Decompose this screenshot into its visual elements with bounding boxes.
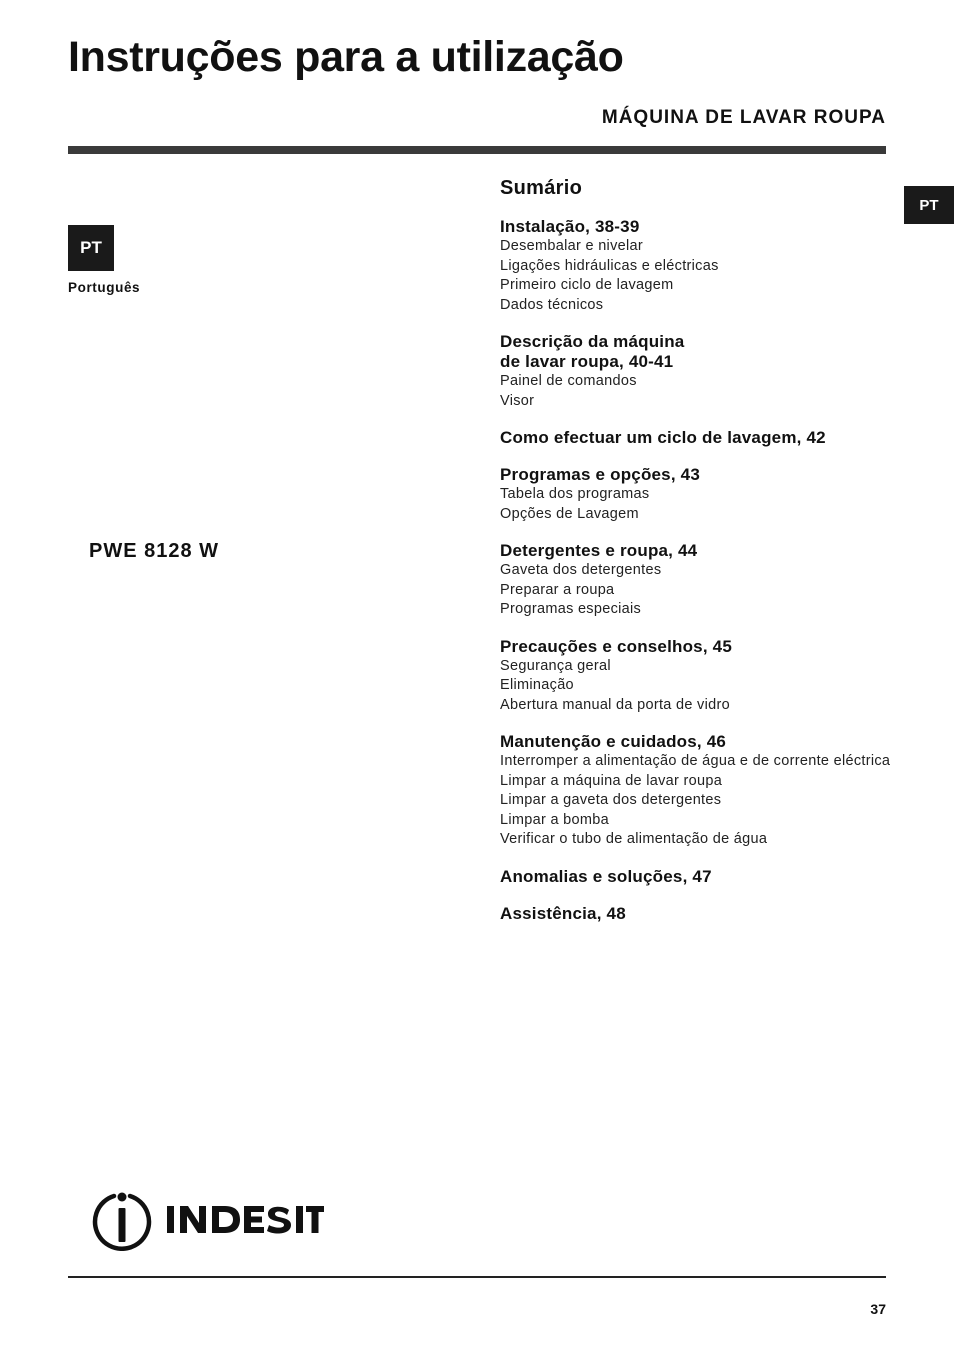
toc-subitem: Interromper a alimentação de água e de corrente eléctrica <box>500 753 891 769</box>
toc-section <box>500 541 900 620</box>
toc-subitem: Programas especiais <box>500 601 642 617</box>
header-divider <box>68 146 886 154</box>
toc-subitem: Visor <box>500 392 535 409</box>
toc-subitem: Limpar a gaveta dos detergentes <box>500 792 722 808</box>
toc-section-title: Precauções e conselhos, 45 <box>500 636 732 656</box>
language-name: Português <box>68 280 141 295</box>
toc-subitems <box>500 237 900 315</box>
toc-subitem: Gaveta dos detergentes <box>500 562 662 578</box>
toc-subitem: Ligações hidráulicas e eléctricas <box>500 257 719 274</box>
toc-section-title: Assistência, 48 <box>500 903 626 923</box>
toc-subitem: Limpar a bomba <box>500 811 609 828</box>
toc-subitem: Preparar a roupa <box>500 581 615 598</box>
language-side-tab: PT <box>904 186 954 224</box>
table-of-contents <box>500 176 900 941</box>
toc-section <box>500 465 900 524</box>
toc-section-title: Instalação, 38-39 <box>500 217 640 236</box>
toc-subitem: Tabela dos programas <box>500 486 650 502</box>
toc-subitems <box>500 752 900 850</box>
toc-sections <box>500 217 900 924</box>
toc-subitem: Verificar o tubo de alimentação de água <box>500 831 768 847</box>
toc-subitems <box>500 372 900 411</box>
toc-section-title: Manutenção e cuidados, 46 <box>500 732 727 751</box>
toc-section <box>500 867 900 887</box>
toc-subitem: Segurança geral <box>500 657 611 674</box>
toc-subitem: Opções de Lavagem <box>500 505 639 522</box>
toc-section-title: Programas e opções, 43 <box>500 465 700 484</box>
toc-subitem: Eliminação <box>500 677 574 693</box>
toc-heading: Sumário <box>500 177 583 199</box>
toc-section-title: Anomalias e soluções, 47 <box>500 866 712 886</box>
indesit-logo <box>92 1187 324 1251</box>
product-type-subtitle: MÁQUINA DE LAVAR ROUPA <box>601 107 886 128</box>
toc-subitem: Dados técnicos <box>500 296 604 313</box>
indesit-i-circle-icon <box>95 1193 149 1249</box>
indesit-wordmark <box>167 1206 324 1233</box>
model-number: PWE 8128 W <box>89 540 220 562</box>
toc-subitems <box>500 657 900 716</box>
language-badge: PT <box>68 225 114 271</box>
toc-subitem: Desembalar e nivelar <box>500 238 644 254</box>
toc-section-title: Descrição da máquina de lavar roupa, 40-41 <box>500 332 685 371</box>
toc-section-title: Detergentes e roupa, 44 <box>500 541 698 560</box>
toc-section-title: Como efectuar um ciclo de lavagem, 42 <box>500 428 826 447</box>
toc-subitem: Limpar a máquina de lavar roupa <box>500 772 723 789</box>
toc-section <box>500 428 900 448</box>
footer-divider <box>68 1276 886 1278</box>
toc-section <box>500 637 900 716</box>
toc-subitem: Painel de comandos <box>500 373 637 389</box>
toc-section <box>500 904 900 924</box>
toc-section <box>500 732 900 850</box>
page-title: Instruções para a utilização <box>68 33 624 81</box>
toc-section <box>500 332 900 411</box>
toc-subitems <box>500 485 900 524</box>
toc-subitem: Abertura manual da porta de vidro <box>500 696 730 713</box>
toc-section <box>500 217 900 315</box>
toc-subitems <box>500 561 900 620</box>
page-number: 37 <box>870 1301 886 1317</box>
toc-subitem: Primeiro ciclo de lavagem <box>500 277 674 293</box>
